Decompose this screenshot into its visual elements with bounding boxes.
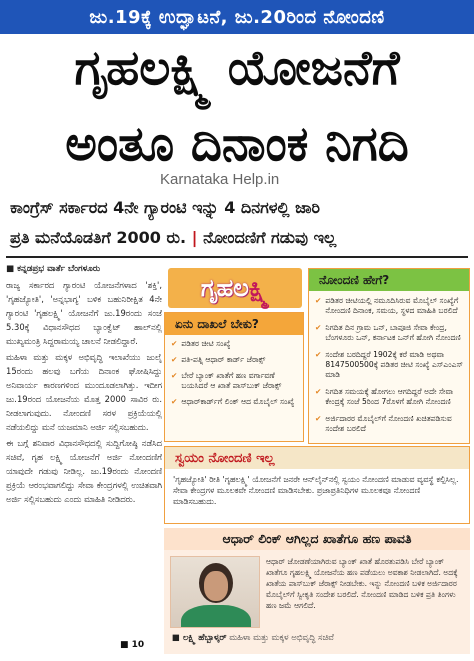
steps-list xyxy=(309,291,469,434)
steps-item: ✔ ನಿಗದಿತ ದಿನ ಗ್ರಾಮ ಒನ್, ಬಾಪೂಜಿ ಸೇವಾ ಕೇಂದ್ರ, ಬೆಂಗಳೂರು ಒನ್, ಕರ್ನಾಟಕ ಒನ್‌ಗೆ ಹೋಗಿ ನೋಂದಣಿ xyxy=(315,323,461,342)
steps-item: ✔ ನಿಗದಿತ ಸಮಯಕ್ಕೆ ಹೋಗಲು ಆಗದಿದ್ದರೆ ಅದೇ ಸೇವಾ ಕೇಂದ್ರಕ್ಕೆ ಸಂಜೆ 5ರಿಂದ 7ರೊಳಗೆ ಹೋಗಿ ನೋಂದಣಿ xyxy=(315,387,453,406)
subhead-line-1: ಕಾಂಗ್ರೆಸ್ ಸರ್ಕಾರದ 4ನೇ ಗ್ಯಾರಂಟಿ ಇನ್ನು 4 ದಿನಗಳಲ್ಲಿ ಜಾರಿ xyxy=(10,198,320,217)
divider xyxy=(6,256,468,258)
caption-name: ■ ಲಕ್ಷ್ಮಿ ಹೆಬ್ಬಾಳ್ಕರ್ xyxy=(172,632,227,642)
watermark: Karnataka Help.in xyxy=(160,171,280,188)
documents-title: ಏನು ದಾಖಲೆ ಬೇಕು? xyxy=(165,313,303,335)
documents-box xyxy=(164,312,304,442)
aadhaar-text: ಆಧಾರ್ ಜೋಡಣೆಯಾಗಿರುವ ಬ್ಯಾಂಕ್ ಖಾತೆ ಹೊರತುಪಡಿಸಿ ಬೇರೆ ಬ್ಯಾಂಕ್ ಖಾತೆಗೂ ಗೃಹಲಕ್ಷ್ಮಿ ಯೋಜನೆಯ ಹಣ ಪಡೆಯಲು ಅವಕಾಶ ನೀಡಲಾಗಿದೆ. ಅದಕ್ಕೆ ಖಾತೆಯ ಪಾಸ್‌ಬುಕ್ ಜೆರಾಕ್ಸ್ ನೀಡಬೇಕು. ಇನ್ನು ನೋಂದಣಿ ಬಳಿಕ ಅರ್ಜಿದಾರರ ಮೊಬೈಲ್‌ಗೆ ಸ್ವೀಕೃತಿ ಸಂದೇಶ ಬರಲಿದೆ. ನೋಂದಣಿ ಮಾಡಿದ ಬಳಿಕ ಪ್ರತಿ ತಿಂಗಳು ಹಣ ಜಮೆ ಆಗಲಿದೆ. xyxy=(266,557,458,610)
check-icon: ✔ xyxy=(171,355,178,364)
steps-item: ✔ ಪಡಿತರ ಚೀಟಿಯಲ್ಲಿ ನಮೂದಿಸಿರುವ ಮೊಬೈಲ್ ಸಂಖ್ಯೆಗೆ ನೋಂದಣಿ ದಿನಾಂಕ, ಸಮಯ, ಸ್ಥಳದ ಮಾಹಿತಿ ಬರಲಿದೆ xyxy=(315,296,459,315)
self-registration-text: 'ಗೃಹಜ್ಯೋತಿ' ರೀತಿ 'ಗೃಹಲಕ್ಷ್ಮಿ' ಯೋಜನೆಗೆ ಜನರೇ ಆನ್‌ಲೈನ್‌ನಲ್ಲಿ ಸ್ವಯಂ ನೋಂದಣಿ ಮಾಡುವ ವ್ಯವಸ್ಥೆ ಕಲ್ಪಿಸಿಲ್ಲ. ಸೇವಾ ಕೇಂದ್ರಗಳ ಮೂಲಕವೇ ನೋಂದಣಿ ಮಾಡಿಸಬೇಕು. ಪ್ರಜಾಪ್ರತಿನಿಧಿಗಳ ಮೂಲಕವೂ ನೋಂದಣಿ ಮಾಡಿಸಬಹುದು. xyxy=(173,475,459,506)
check-icon: ✔ xyxy=(315,414,322,423)
documents-item: ✔ ಪತಿ-ಪತ್ನಿ ಆಧಾರ್ ಕಾರ್ಡ್ ಜೆರಾಕ್ಸ್ xyxy=(171,355,266,364)
gruhalakshmi-logo xyxy=(168,268,302,308)
check-icon: ✔ xyxy=(315,350,322,359)
check-icon: ✔ xyxy=(171,371,178,380)
check-icon: ✔ xyxy=(171,339,178,348)
documents-item: ✔ ಆಧಾರ್‌ಕಾರ್ಡ್‌ಗೆ ಲಿಂಕ್ ಆದ ಮೊಬೈಲ್ ಸಂಖ್ಯೆ xyxy=(171,397,295,406)
subhead-separator: | xyxy=(186,228,204,247)
documents-item: ✔ ಪಡಿತರ ಚೀಟಿ ಸಂಖ್ಯೆ xyxy=(171,339,231,348)
article-paragraph: ರಾಜ್ಯ ಸರ್ಕಾರದ ಗ್ಯಾರಂಟಿ ಯೋಜನೆಗಳಾದ 'ಶಕ್ತಿ', 'ಗೃಹಜ್ಯೋತಿ', 'ಅನ್ನಭಾಗ್ಯ' ಬಳಿಕ ಬಹುನಿರೀಕ್ಷಿತ 4ನೇ ಗ್ಯಾರಂಟಿ 'ಗೃಹಲಕ್ಷ್ಮಿ' ಯೋಜನೆಗೆ ಜು.19ರಂದು ಸಂಜೆ 5.30ಕ್ಕೆ ವಿಧಾನಸೌಧದ ಬ್ಯಾಂಕ್ವೆಟ್ ಹಾಲ್‌ನಲ್ಲಿ ಮುಖ್ಯಮಂತ್ರಿ ಸಿದ್ದರಾಮಯ್ಯ ಚಾಲನೆ ನೀಡಲಿದ್ದಾರೆ. xyxy=(6,280,162,346)
subhead-deadline: ನೋಂದಣಿಗೆ ಗಡುವು ಇಲ್ಲ xyxy=(203,228,337,247)
steps-title: ನೋಂದಣಿ ಹೇಗೆ? xyxy=(309,269,469,291)
headline-line-2: ಅಂತೂ ದಿನಾಂಕ ನಿಗದಿ xyxy=(65,116,409,172)
page-number: ■ 10 xyxy=(120,640,145,650)
top-banner: ಜು.19ಕ್ಕೆ ಉದ್ಘಾಟನೆ, ಜು.20ರಿಂದ ನೋಂದಣಿ xyxy=(0,0,474,34)
registration-steps-box xyxy=(308,268,470,444)
subhead-line-2 xyxy=(10,228,466,248)
self-registration-box xyxy=(164,446,470,524)
self-registration-title: ಸ್ವಯಂ ನೋಂದಣಿ ಇಲ್ಲ xyxy=(165,447,469,469)
logo-text-part-2: ಕ್ಷ್ಮಿ xyxy=(248,274,270,302)
logo-text-part-1: ಗೃಹಲ xyxy=(200,274,249,302)
steps-item: ✔ ಅರ್ಜಿದಾರರ ಮೊಬೈಲ್‌ಗೆ ನೋಂದಣಿ ಖಚಿತಪಡಿಸುವ ಸಂದೇಶ ಬರಲಿದೆ xyxy=(315,414,452,433)
photo-shoulders xyxy=(181,605,251,628)
documents-list xyxy=(165,335,303,407)
photo-face xyxy=(204,571,228,601)
headline-line-1: ಗೃಹಲಕ್ಷ್ಮಿ ಯೋಜನೆಗೆ xyxy=(74,40,400,96)
minister-photo xyxy=(170,556,260,628)
article-body xyxy=(6,262,162,652)
check-icon: ✔ xyxy=(315,323,322,332)
article-byline: ■ ಕನ್ನಡಪ್ರಭ ವಾರ್ತೆ ಬೆಂಗಳೂರು xyxy=(6,264,101,274)
steps-item: ✔ ಸಂದೇಶ ಬರದಿದ್ದರೆ 1902ಕ್ಕೆ ಕರೆ ಮಾಡಿ ಅಥವಾ 8147500500ಕ್ಕೆ ಪಡಿತರ ಚೀಟಿ ಸಂಖ್ಯೆ ಎಸ್‌ಎಂಎಸ್ ಮಾಡಿ xyxy=(315,350,463,379)
aadhaar-title: ಆಧಾರ್ ಲಿಂಕ್ ಆಗಿಲ್ಲದ ಖಾತೆಗೂ ಹಣ ಪಾವತಿ xyxy=(164,528,470,550)
check-icon: ✔ xyxy=(171,397,178,406)
article-paragraph: ಮಹಿಳಾ ಮತ್ತು ಮಕ್ಕಳ ಅಭಿವೃದ್ಧಿ ಇಲಾಖೆಯು ಜುಲೈ 15ರಂದು ಹಲವು ಬಗೆಯ ದಿನಾಂಕ ಘೋಷಿಸಿದ್ದು ಅನಿವಾರ್ಯ ಕಾರಣಗಳಿಂದ ಮುಂದೂಡಲಾಗಿತ್ತು. ಇದೀಗ ಜು.19ರಂದ ಯೋಜನೆಯ ಮೊತ್ತ 2000 ಸಾವಿರ ರು. ನೀಡಲಾಗುವುದು. ನೋಂದಣಿ ಸರಳ ಪ್ರಕ್ರಿಯೆಯಲ್ಲಿ ನಡೆಯಲಿದ್ದು ಮನೆ ಯಜಮಾನಿ ಅರ್ಜಿ ಸಲ್ಲಿಸಬಹುದು. xyxy=(6,352,162,432)
subhead-amount: ಪ್ರತಿ ಮನೆಯೊಡತಿಗೆ 2000 ರು. xyxy=(10,228,187,247)
photo-caption xyxy=(172,632,334,643)
check-icon: ✔ xyxy=(315,296,322,305)
check-icon: ✔ xyxy=(315,387,322,396)
caption-role: ಮಹಿಳಾ ಮತ್ತು ಮಕ್ಕಳ ಅಭಿವೃದ್ಧಿ ಸಚಿವೆ xyxy=(226,632,334,642)
documents-item: ✔ ಬೇರೆ ಬ್ಯಾಂಕ್ ಖಾತೆಗೆ ಹಣ ವರ್ಗಾವಣೆ ಬಯಸಿದರೆ ಆ ಖಾತೆ ಪಾಸ್‌ಬುಕ್ ಜೆರಾಕ್ಸ್ xyxy=(171,371,282,390)
article-paragraph: ಈ ಬಗ್ಗೆ ಶನಿವಾರ ವಿಧಾನಸೌಧದಲ್ಲಿ ಸುದ್ದಿಗೋಷ್ಠಿ ನಡೆಸಿದ ಸಚಿವೆ, ಗೃಹ ಲಕ್ಷ್ಮಿ ಯೋಜನೆಗೆ ಅರ್ಜಿ ನೋಂದಣಿಗೆ ಯಾವುದೇ ಗಡುವು ನೀಡಿಲ್ಲ. ಜು.19ರಂದು ನೋಂದಣಿ ಪ್ರಕ್ರಿಯೆ ಆರಂಭವಾಗಲಿದ್ದು ಸೇವಾ ಕೇಂದ್ರಗಳಲ್ಲಿ ಉಚಿತವಾಗಿ ಅರ್ಜಿ ಸಲ್ಲಿಸಬಹುದು ಎಂದು ಮಾಹಿತಿ ನೀಡಿದರು. xyxy=(6,438,162,504)
